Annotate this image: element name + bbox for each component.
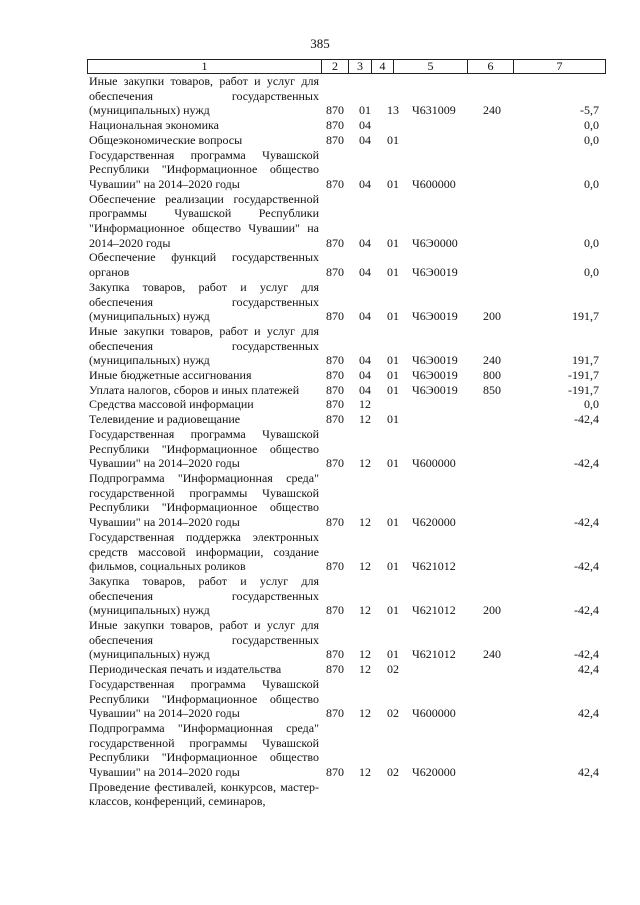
amount-value: 0,0 (584, 176, 599, 191)
table-row (87, 721, 606, 780)
amount-value: -191,7 (568, 382, 599, 397)
ministry-code: 870 (326, 382, 344, 397)
target-article-code: Ч620000 (412, 765, 456, 780)
header-col-5: 5 (393, 60, 467, 73)
row-description: Государственная программа Чувашской Республики "Информационное общество Чувашии" на 2014–2020 годы (89, 426, 319, 471)
row-description: Средства массовой информации (89, 397, 254, 412)
header-col-4: 4 (371, 60, 393, 73)
ministry-code: 870 (326, 412, 344, 427)
target-article-code: Ч620000 (412, 515, 456, 530)
table-row (87, 412, 606, 427)
expense-type-code: 800 (483, 368, 501, 383)
subsection-code: 01 (387, 368, 399, 383)
amount-value: -42,4 (574, 603, 599, 618)
subsection-code: 01 (387, 235, 399, 250)
subsection-code: 01 (387, 132, 399, 147)
amount-value: 191,7 (572, 309, 599, 324)
target-article-code: Ч6Э0019 (412, 309, 458, 324)
row-description: Подпрограмма "Информационная среда" государственной программы Чувашской Республики "Информационное общество Чувашии" на 2014–2020 годы (89, 720, 319, 780)
section-code: 04 (359, 368, 371, 383)
section-code: 12 (359, 515, 371, 530)
amount-value: -191,7 (568, 368, 599, 383)
row-description: Иные бюджетные ассигнования (89, 368, 252, 383)
row-description: Иные закупки товаров, работ и услуг для обеспечения государственных (муниципальных) нужд (89, 618, 319, 662)
table-row (87, 383, 606, 398)
ministry-code: 870 (326, 456, 344, 471)
target-article-code: Ч6Э0019 (412, 353, 458, 368)
ministry-code: 870 (326, 368, 344, 383)
target-article-code: Ч6Э0019 (412, 265, 458, 280)
amount-value: -42,4 (574, 456, 599, 471)
table-row (87, 280, 606, 324)
subsection-code: 01 (387, 382, 399, 397)
row-description: Государственная программа Чувашской Республики "Информационное общество Чувашии" на 2014–2020 годы (89, 676, 319, 721)
subsection-code: 01 (387, 353, 399, 368)
amount-value: -42,4 (574, 412, 599, 427)
subsection-code: 02 (387, 662, 399, 677)
expense-type-code: 240 (483, 647, 501, 662)
target-article-code: Ч621012 (412, 603, 456, 618)
row-description: Государственная программа Чувашской Республики "Информационное общество Чувашии" на 2014–2020 годы (89, 147, 319, 191)
table-row (87, 368, 606, 383)
table-row (87, 133, 606, 148)
section-code: 12 (359, 559, 371, 574)
page-number: 385 (310, 36, 330, 51)
header-col-6: 6 (467, 60, 513, 73)
amount-value: 0,0 (584, 132, 599, 147)
row-description: Иные закупки товаров, работ и услуг для обеспечения государственных (муниципальных) нужд (89, 74, 319, 118)
amount-value: -5,7 (580, 103, 599, 118)
subsection-code: 01 (387, 412, 399, 427)
ministry-code: 870 (326, 603, 344, 618)
subsection-code: 01 (387, 559, 399, 574)
target-article-code: Ч631009 (412, 103, 456, 118)
table-row (87, 74, 606, 118)
ministry-code: 870 (326, 559, 344, 574)
subsection-code: 01 (387, 309, 399, 324)
target-article-code: Ч6Э0019 (412, 368, 458, 383)
section-code: 04 (359, 309, 371, 324)
row-description: Иные закупки товаров, работ и услуг для обеспечения государственных (муниципальных) нужд (89, 323, 319, 368)
table-row (87, 574, 606, 618)
subsection-code: 01 (387, 515, 399, 530)
section-code: 12 (359, 647, 371, 662)
row-description: Закупка товаров, работ и услуг для обеспечения государственных (муниципальных) нужд (89, 573, 319, 618)
section-code: 04 (359, 132, 371, 147)
expense-type-code: 200 (483, 603, 501, 618)
subsection-code: 02 (387, 706, 399, 721)
subsection-code: 01 (387, 603, 399, 618)
expense-type-code: 240 (483, 103, 501, 118)
table-header (87, 59, 606, 74)
amount-value: -42,4 (574, 559, 599, 574)
expense-type-code: 240 (483, 353, 501, 368)
table-row (87, 471, 606, 530)
target-article-code: Ч600000 (412, 176, 456, 191)
section-code: 04 (359, 265, 371, 280)
target-article-code: Ч621012 (412, 647, 456, 662)
expense-type-code: 850 (483, 382, 501, 397)
table-row (87, 662, 606, 677)
row-description: Обеспечение реализации государственной программы Чувашской Республики "Информационное общество Чувашии" на 2014–2020 годы (89, 191, 319, 250)
ministry-code: 870 (326, 662, 344, 677)
amount-value: -42,4 (574, 647, 599, 662)
row-description: Телевидение и радиовещание (89, 412, 241, 427)
target-article-code: Ч600000 (412, 706, 456, 721)
table-row (87, 530, 606, 574)
ministry-code: 870 (326, 235, 344, 250)
section-code: 04 (359, 176, 371, 191)
row-description: Уплата налогов, сборов и иных платежей (89, 382, 300, 397)
subsection-code: 01 (387, 176, 399, 191)
ministry-code: 870 (326, 309, 344, 324)
ministry-code: 870 (326, 103, 344, 118)
header-col-7: 7 (513, 60, 605, 73)
row-description: Периодическая печать и издательства (89, 662, 282, 677)
row-description: Обеспечение функций государственных органов (89, 250, 319, 280)
row-description: Проведение фестивалей, конкурсов, мастер-классов, конференций, семинаров, (89, 779, 319, 809)
ministry-code: 870 (326, 265, 344, 280)
table-row (87, 397, 606, 412)
subsection-code: 01 (387, 456, 399, 471)
target-article-code: Ч6Э0000 (412, 235, 458, 250)
target-article-code: Ч6Э0019 (412, 382, 458, 397)
row-description: Подпрограмма "Информационная среда" государственной программы Чувашской Республики "Информационное общество Чувашии" на 2014–2020 годы (89, 470, 319, 530)
amount-value: 0,0 (584, 118, 599, 133)
section-code: 12 (359, 706, 371, 721)
header-col-2: 2 (321, 60, 348, 73)
amount-value: 191,7 (572, 353, 599, 368)
table-row (87, 677, 606, 721)
amount-value: 0,0 (584, 397, 599, 412)
row-description: Закупка товаров, работ и услуг для обеспечения государственных (муниципальных) нужд (89, 279, 319, 324)
amount-value: 0,0 (584, 235, 599, 250)
header-col-1: 1 (201, 59, 208, 73)
ministry-code: 870 (326, 397, 344, 412)
ministry-code: 870 (326, 515, 344, 530)
row-description: Национальная экономика (89, 118, 219, 133)
section-code: 04 (359, 118, 371, 133)
expense-type-code: 200 (483, 309, 501, 324)
target-article-code: Ч600000 (412, 456, 456, 471)
section-code: 12 (359, 662, 371, 677)
section-code: 12 (359, 765, 371, 780)
table-row (87, 324, 606, 368)
ministry-code: 870 (326, 353, 344, 368)
section-code: 04 (359, 382, 371, 397)
section-code: 12 (359, 412, 371, 427)
ministry-code: 870 (326, 118, 344, 133)
ministry-code: 870 (326, 706, 344, 721)
subsection-code: 01 (387, 647, 399, 662)
section-code: 12 (359, 397, 371, 412)
table-body (87, 74, 606, 809)
ministry-code: 870 (326, 176, 344, 191)
subsection-code: 01 (387, 265, 399, 280)
table-row (87, 148, 606, 192)
table-row (87, 618, 606, 662)
ministry-code: 870 (326, 765, 344, 780)
section-code: 12 (359, 456, 371, 471)
table-row (87, 780, 606, 809)
ministry-code: 870 (326, 647, 344, 662)
subsection-code: 02 (387, 765, 399, 780)
ministry-code: 870 (326, 132, 344, 147)
row-description: Общеэкономические вопросы (89, 132, 243, 147)
budget-table (87, 59, 606, 809)
section-code: 04 (359, 353, 371, 368)
subsection-code: 13 (387, 103, 399, 118)
amount-value: 42,4 (578, 706, 599, 721)
section-code: 12 (359, 603, 371, 618)
section-code: 04 (359, 235, 371, 250)
amount-value: 0,0 (584, 265, 599, 280)
table-row (87, 250, 606, 279)
table-row (87, 118, 606, 133)
amount-value: 42,4 (578, 662, 599, 677)
row-description: Государственная поддержка электронных средств массовой информации, создание фильмов, социальных роликов (89, 529, 319, 574)
amount-value: -42,4 (574, 515, 599, 530)
target-article-code: Ч621012 (412, 559, 456, 574)
header-col-3: 3 (348, 60, 371, 73)
section-code: 01 (359, 103, 371, 118)
table-row (87, 192, 606, 251)
amount-value: 42,4 (578, 765, 599, 780)
table-row (87, 427, 606, 471)
